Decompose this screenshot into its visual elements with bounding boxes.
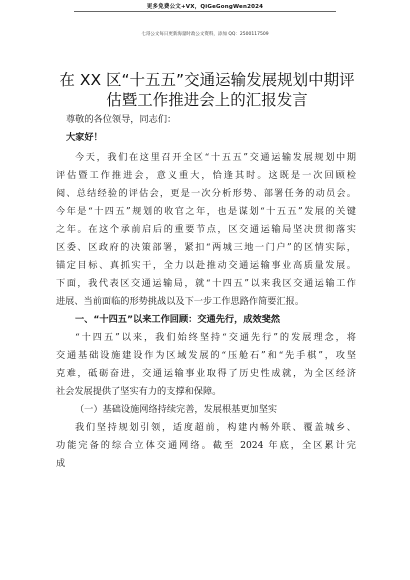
paragraph-line: 成 <box>56 458 66 469</box>
salutation: 尊敬的各位领导，同志们： <box>66 114 177 125</box>
header-notice: 七哥公文每日更新海量时政公文资料，添加 QQ：2500117509 <box>141 32 269 37</box>
paragraph-line: 进展、当前面临的形势挑战以及下一步工作思路作简要汇报。 <box>56 296 305 307</box>
paragraph-line: 下面，我代表区交通运输局，就“十四五”以来我区交通运输工作 <box>56 278 356 289</box>
paragraph-line: “十四五”以来，我们始终坚持“交通先行”的发展理念，将 <box>75 332 356 343</box>
paragraph-line: 社会发展提供了坚实有力的支撑和保障。 <box>56 386 222 397</box>
paragraph-line: 阅、总结经验的评估会，更是一次分析形势、部署任务的动员会。 <box>56 188 356 199</box>
paragraph-line: 我们坚持规划引领，适度超前，构建内畅外联、覆盖城乡、 <box>75 422 356 433</box>
greeting: 大家好！ <box>66 132 103 143</box>
header-divider <box>74 11 336 12</box>
paragraph-line: 克难，砥砺奋进，交通运输事业取得了历史性成就，为全区经济 <box>56 368 356 379</box>
section-heading: 一、“十四五”以来工作回顾：交通先行，成效斐然 <box>75 314 281 325</box>
paragraph-line: 功能完备的综合立体交通网络。截至 2024 年底，全区累计完 <box>56 440 356 451</box>
paragraph-line: 之年。在这个承前启后的重要节点，区交通运输局坚决贯彻落实 <box>56 224 356 235</box>
paragraph-line: 评估暨工作推进会，意义重大，恰逢其时。这既是一次回顾检 <box>56 170 356 181</box>
paragraph-line: 区委、区政府的决策部署，紧扣“两城三地一门户”的区情实际， <box>56 242 356 253</box>
paragraph-line: 交通基础设施建设作为区域发展的“压舱石”和“先手棋”，攻坚 <box>56 350 356 361</box>
paragraph-line: 锚定目标、真抓实干，全力以赴推动交通运输事业高质量发展。 <box>56 260 356 271</box>
paragraph-line: 今年是“十四五”规划的收官之年，也是谋划“十五五”发展的关键 <box>56 206 356 217</box>
document-body <box>56 111 356 473</box>
paragraph-line: 今天，我们在这里召开全区“十五五”交通运输发展规划中期 <box>75 152 356 163</box>
document-title <box>48 70 366 110</box>
page-header-banner: 更多免费公文+VX，QiGeGongWen2024 <box>146 4 264 10</box>
subsection-heading: （一）基础设施网络持续完善，发展根基更加坚实 <box>75 404 278 415</box>
title-line: 在 XX 区“十五五”交通运输发展规划中期评 <box>59 71 355 89</box>
title-line: 估暨工作推进会上的汇报发言 <box>106 91 308 109</box>
